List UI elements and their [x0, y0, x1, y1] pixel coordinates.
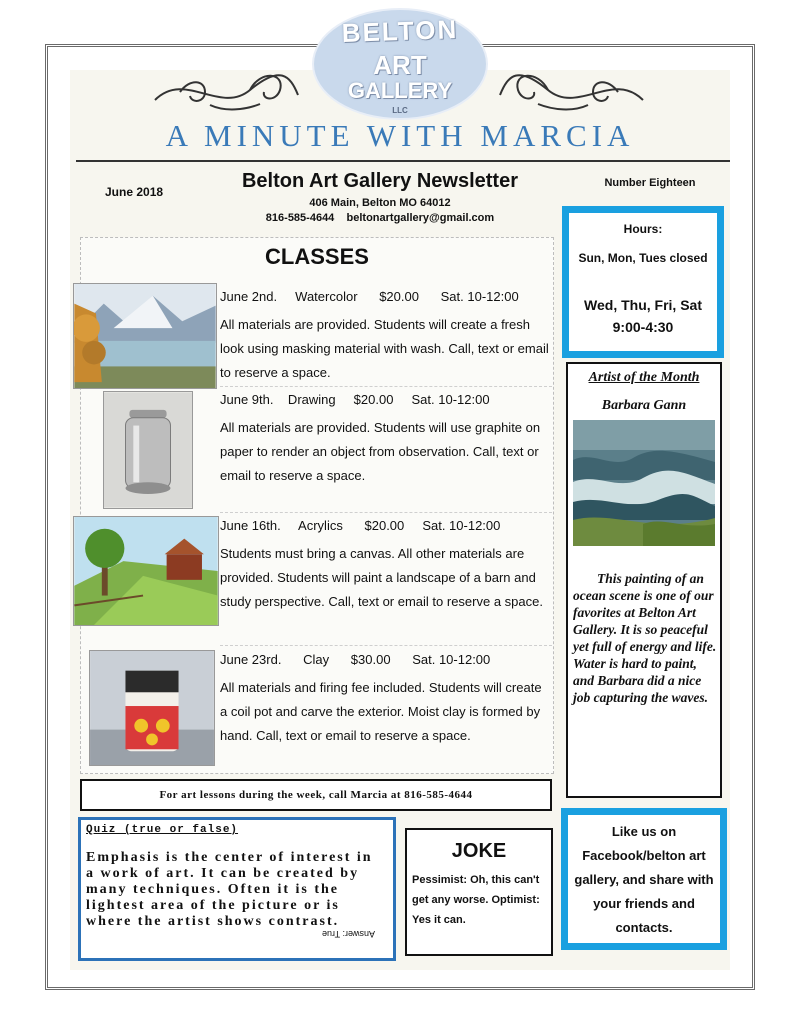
quiz-answer-upside-down: Answer: True: [322, 929, 376, 939]
issue-number: Number Eighteen: [604, 177, 696, 189]
newsletter-title: Belton Art Gallery Newsletter: [241, 170, 518, 192]
class-listing-drawing: [220, 388, 552, 488]
gallery-contact: 816-585-4644 beltonartgallery@gmail.com: [265, 212, 495, 224]
class-description: All materials and firing fee included. Students will create a coil pot and carve the exterior. Moist clay is formed by hand. Call, text or email to reserve a space.: [220, 680, 542, 743]
hours-title: Hours:: [623, 222, 663, 236]
artist-of-month-heading: Artist of the Month: [588, 370, 700, 385]
clay-coil-pot-image: [89, 650, 215, 766]
class-heading: June 2nd. Watercolor $20.00 Sat. 10-12:00: [220, 289, 519, 304]
class-heading: June 23rd. Clay $30.00 Sat. 10-12:00: [220, 652, 491, 667]
quiz-question: Emphasis is the center of interest in a work of art. It can be created by many techniques. Often it is the lightest area of the picture or is where the artist shows contrast.: [86, 850, 373, 929]
masthead-divider: [76, 160, 730, 162]
class-description: All materials are provided. Students will use graphite on paper to render an object from observation. Call, text or email to reserve a space.: [220, 420, 541, 483]
left-flourish-ornament: [150, 60, 300, 115]
classes-heading: CLASSES: [265, 244, 369, 269]
hours-closed-days: Sun, Mon, Tues closed: [578, 251, 708, 265]
right-flourish-ornament: [498, 60, 648, 115]
class-heading: June 16th. Acrylics $20.00 Sat. 10-12:00: [220, 518, 501, 533]
row-divider: [220, 386, 552, 387]
issue-date: June 2018: [105, 185, 164, 199]
row-divider: [220, 512, 552, 513]
joke-text: Pessimist: Oh, this can't get any worse. Optimist: Yes it can.: [412, 874, 540, 926]
logo-word-belton: BELTON: [341, 13, 459, 49]
gallery-address: 406 Main, Belton MO 64012: [309, 197, 451, 209]
watercolor-painting-image: [73, 283, 217, 389]
lessons-callout: For art lessons during the week, call Marcia at 816-585-4644: [80, 779, 552, 811]
logo-suffix: LLC: [392, 106, 408, 115]
row-divider: [220, 645, 552, 646]
artist-description: This painting of an ocean scene is one of our favorites at Belton Art Gallery. It is so peaceful yet full of energy and life. Water is hard to paint, and Barbara did a nice job capturing the waves.: [573, 571, 717, 705]
class-listing-watercolor: [220, 285, 552, 385]
artist-name: Barbara Gann: [601, 398, 687, 413]
class-description: Students must bring a canvas. All other materials are provided. Students will paint a landscape of a barn and study perspective. Call, text or email to reserve a space.: [220, 546, 543, 609]
facebook-callout-text: Like us on Facebook/belton art gallery, and share with your friends and contacts.: [574, 824, 714, 935]
gallery-logo: [312, 8, 488, 120]
masthead-title: A MINUTE WITH MARCIA: [165, 118, 635, 153]
glass-jar-drawing-image: [103, 391, 193, 509]
hours-open-days: Wed, Thu, Fri, Sat 9:00-4:30: [584, 297, 702, 335]
class-description: All materials are provided. Students will create a fresh look using masking material with wash. Call, text or email to reserve a space.: [220, 317, 549, 380]
ocean-painting-image: [573, 420, 715, 546]
quiz-title: Quiz (true or false): [86, 824, 239, 836]
barn-acrylic-painting-image: [73, 516, 219, 626]
class-listing-acrylics: [220, 514, 552, 614]
logo-word-gallery: GALLERY: [347, 78, 453, 103]
class-listing-clay: [220, 648, 552, 748]
logo-word-art: ART: [373, 50, 427, 80]
class-heading: June 9th. Drawing $20.00 Sat. 10-12:00: [220, 392, 490, 407]
joke-title: JOKE: [451, 840, 507, 862]
